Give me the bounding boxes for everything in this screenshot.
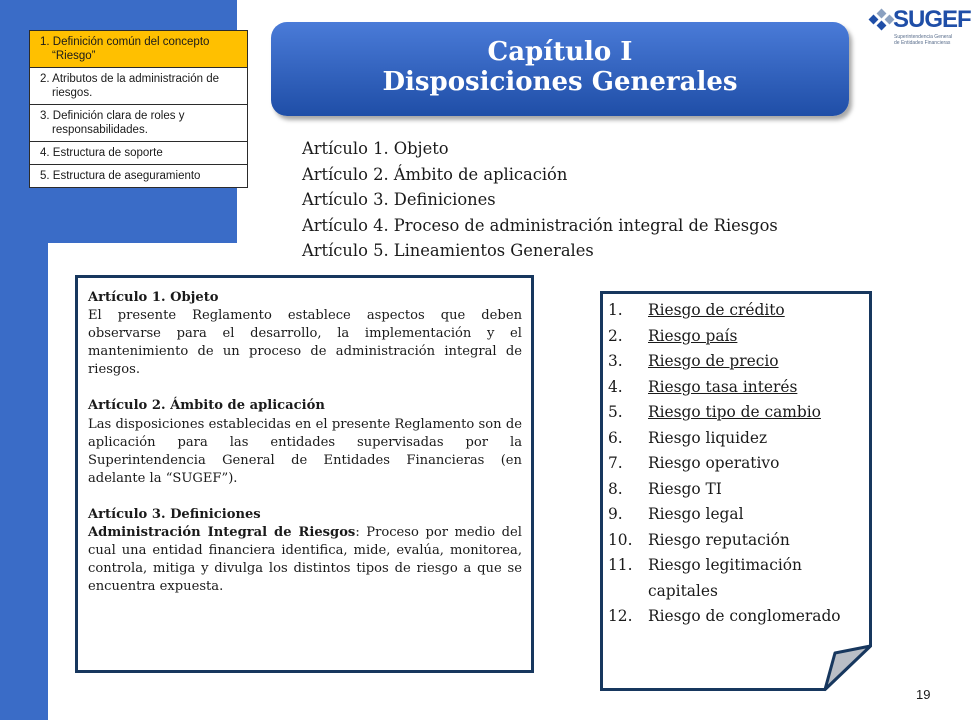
article-index-item: Artículo 5. Lineamientos Generales	[302, 241, 594, 260]
risk-list-item[interactable]	[608, 375, 866, 401]
logo-wordmark: SUGEF	[893, 6, 971, 33]
article-index-item: Artículo 1. Objeto	[302, 139, 449, 158]
risk-item-label: Riesgo reputación	[648, 530, 790, 549]
risk-list-item	[608, 451, 866, 477]
risk-item-number: 5.	[608, 403, 623, 421]
risk-item-link[interactable]: Riesgo de precio	[648, 352, 779, 370]
chapter-title-banner	[271, 22, 849, 116]
risk-item-number: 1.	[608, 301, 623, 319]
risk-item-number: 8.	[608, 479, 623, 498]
article-index-item: Artículo 2. Ámbito de aplicación	[302, 164, 568, 184]
article-index-item: Artículo 4. Proceso de administración integral de Riesgos	[302, 215, 778, 235]
risk-item-link[interactable]: Riesgo tasa interés	[648, 377, 798, 396]
risk-item-link[interactable]: Riesgo tipo de cambio	[648, 403, 821, 421]
nav-item-estructura-soporte[interactable]: 4. Estructura de soporte	[30, 142, 247, 165]
section-navigation-menu	[29, 30, 248, 188]
article-index-list	[302, 136, 778, 264]
risk-list-item[interactable]	[608, 298, 866, 324]
nav-item-aseguramiento[interactable]: 5. Estructura de aseguramiento	[40, 170, 201, 182]
chapter-title-line1: Capítulo I	[487, 37, 633, 67]
article3-definition: : Proceso por medio del cual una entidad financiera identifica, mide, evalúa, monitorea, controla, mitiga y divulga los distintos tipos de riesgo a que se encuentra expuesta.	[88, 525, 522, 595]
article2-heading: Artículo 2. Ámbito de aplicación	[88, 398, 325, 414]
risk-item-number: 2.	[608, 326, 623, 345]
risk-list-item[interactable]	[608, 400, 866, 426]
risk-list-item	[608, 477, 866, 503]
risk-item-link[interactable]: Riesgo de crédito	[648, 301, 785, 319]
risk-item-link[interactable]: Riesgo país	[648, 326, 738, 345]
risk-item-number: 9.	[608, 505, 623, 523]
logo-subtitle: Superintendencia General de Entidades Financieras	[894, 34, 953, 46]
risk-item-number: 7.	[608, 454, 623, 472]
risk-item-label: Riesgo legal	[648, 505, 744, 523]
risk-item-number: 6.	[608, 428, 623, 447]
nav-item-roles[interactable]: 3. Definición clara de roles y responsabilidades.	[30, 105, 247, 142]
risk-types-list	[608, 298, 866, 630]
article3-heading: Artículo 3. Definiciones	[88, 506, 261, 522]
nav-item-atributos[interactable]: 2. Atributos de la administración de riesgos.	[30, 68, 247, 105]
article-index-item: Artículo 3. Definiciones	[302, 190, 496, 209]
risk-list-item[interactable]	[608, 324, 866, 350]
risk-item-number: 4.	[608, 377, 623, 396]
risk-item-label: Riesgo de conglomerado	[648, 607, 841, 625]
page-number: 19	[916, 687, 931, 702]
risk-item-label: Riesgo TI	[648, 479, 722, 498]
article2-body: Las disposiciones establecidas en el presente Reglamento son de aplicación para las entidades supervisadas por la Superintendencia General de Entidades Financieras (en adelante la “SUGEF”).	[88, 416, 522, 486]
articles-text-box	[75, 275, 534, 673]
risk-item-number: 11.	[608, 556, 633, 574]
risk-list-item	[608, 426, 866, 452]
risk-list-item	[608, 604, 866, 630]
risk-item-label: Riesgo operativo	[648, 454, 780, 472]
article1-body: El presente Reglamento establece aspectos que deben observarse para el desarrollo, la implementación y el mantenimiento de un proceso de administración integral de riesgos.	[88, 308, 522, 378]
risk-list-item	[608, 553, 866, 604]
article1-heading: Artículo 1. Objeto	[88, 290, 219, 305]
article3-body	[88, 524, 522, 596]
risk-item-label: Riesgo liquidez	[648, 428, 768, 447]
risk-list-item	[608, 528, 866, 554]
article3-term: Administración Integral de Riesgos	[88, 525, 356, 541]
risk-item-number: 12.	[608, 607, 633, 625]
risk-item-label: Riesgo legitimación capitales	[648, 556, 802, 600]
risk-list-item[interactable]	[608, 349, 866, 375]
chapter-title-line2: Disposiciones Generales	[382, 67, 738, 97]
nav-item-definicion-riesgo[interactable]: 1. Definición común del concepto “Riesgo”	[30, 31, 247, 68]
risk-item-number: 3.	[608, 352, 623, 370]
risk-list-item	[608, 502, 866, 528]
risk-item-number: 10.	[608, 530, 633, 549]
